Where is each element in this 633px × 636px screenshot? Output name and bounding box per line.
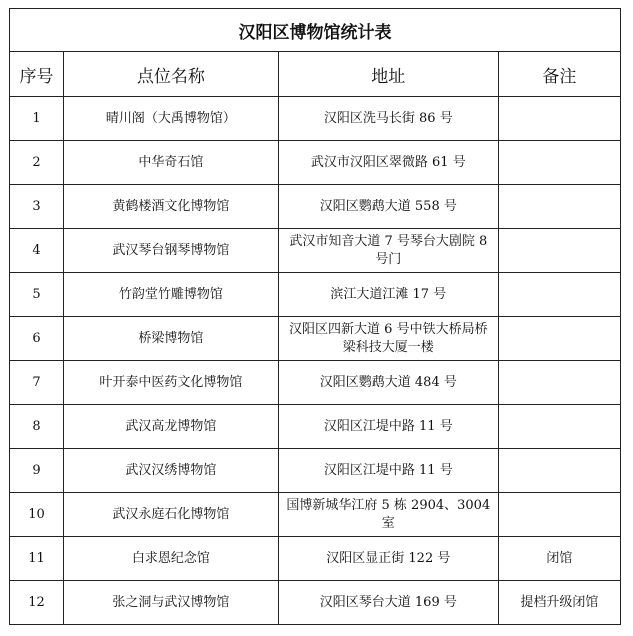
cell-note xyxy=(498,185,620,229)
cell-note: 提档升级闭馆 xyxy=(498,581,620,625)
museum-statistics-table xyxy=(9,8,621,625)
cell-address: 汉阳区鹦鹉大道 484 号 xyxy=(278,361,498,405)
table-row xyxy=(10,581,621,625)
table-row xyxy=(10,141,621,185)
cell-name: 白求恩纪念馆 xyxy=(63,537,278,581)
cell-address: 武汉市汉阳区翠微路 61 号 xyxy=(278,141,498,185)
cell-name: 张之洞与武汉博物馆 xyxy=(63,581,278,625)
cell-note xyxy=(498,361,620,405)
cell-note xyxy=(498,493,620,537)
cell-address: 汉阳区显正街 122 号 xyxy=(278,537,498,581)
cell-address: 汉阳区四新大道 6 号中铁大桥局桥梁科技大厦一楼 xyxy=(278,317,498,361)
table-row xyxy=(10,317,621,361)
cell-no: 12 xyxy=(10,581,64,625)
cell-address: 武汉市知音大道 7 号琴台大剧院 8 号门 xyxy=(278,229,498,273)
cell-address: 汉阳区江堤中路 11 号 xyxy=(278,449,498,493)
cell-address: 国博新城华江府 5 栋 2904、3004 室 xyxy=(278,493,498,537)
table-row xyxy=(10,361,621,405)
cell-no: 11 xyxy=(10,537,64,581)
table-title: 汉阳区博物馆统计表 xyxy=(10,9,621,52)
cell-note xyxy=(498,273,620,317)
table-row xyxy=(10,537,621,581)
cell-name: 武汉永庭石化博物馆 xyxy=(63,493,278,537)
cell-address: 汉阳区琴台大道 169 号 xyxy=(278,581,498,625)
header-name: 点位名称 xyxy=(63,52,278,97)
cell-name: 黄鹤楼酒文化博物馆 xyxy=(63,185,278,229)
cell-note xyxy=(498,97,620,141)
cell-note: 闭馆 xyxy=(498,537,620,581)
table-row xyxy=(10,449,621,493)
cell-name: 叶开泰中医药文化博物馆 xyxy=(63,361,278,405)
cell-name: 晴川阁（大禹博物馆） xyxy=(63,97,278,141)
cell-name: 中华奇石馆 xyxy=(63,141,278,185)
cell-name: 武汉琴台钢琴博物馆 xyxy=(63,229,278,273)
table-row xyxy=(10,185,621,229)
cell-name: 竹韵堂竹雕博物馆 xyxy=(63,273,278,317)
cell-no: 6 xyxy=(10,317,64,361)
cell-note xyxy=(498,229,620,273)
cell-no: 8 xyxy=(10,405,64,449)
cell-no: 1 xyxy=(10,97,64,141)
cell-name: 武汉汉绣博物馆 xyxy=(63,449,278,493)
cell-address: 汉阳区洗马长街 86 号 xyxy=(278,97,498,141)
cell-no: 10 xyxy=(10,493,64,537)
cell-no: 2 xyxy=(10,141,64,185)
cell-note xyxy=(498,317,620,361)
table-row xyxy=(10,405,621,449)
cell-address: 汉阳区江堤中路 11 号 xyxy=(278,405,498,449)
table-row xyxy=(10,229,621,273)
cell-address: 汉阳区鹦鹉大道 558 号 xyxy=(278,185,498,229)
cell-no: 5 xyxy=(10,273,64,317)
table-row xyxy=(10,493,621,537)
cell-no: 3 xyxy=(10,185,64,229)
cell-name: 武汉高龙博物馆 xyxy=(63,405,278,449)
table-row xyxy=(10,273,621,317)
cell-no: 7 xyxy=(10,361,64,405)
cell-name: 桥梁博物馆 xyxy=(63,317,278,361)
header-address: 地址 xyxy=(278,52,498,97)
cell-note xyxy=(498,141,620,185)
cell-address: 滨江大道江滩 17 号 xyxy=(278,273,498,317)
cell-note xyxy=(498,405,620,449)
cell-no: 9 xyxy=(10,449,64,493)
table-row xyxy=(10,97,621,141)
cell-no: 4 xyxy=(10,229,64,273)
header-note: 备注 xyxy=(498,52,620,97)
cell-note xyxy=(498,449,620,493)
header-no: 序号 xyxy=(10,52,64,97)
header-row xyxy=(10,52,621,97)
